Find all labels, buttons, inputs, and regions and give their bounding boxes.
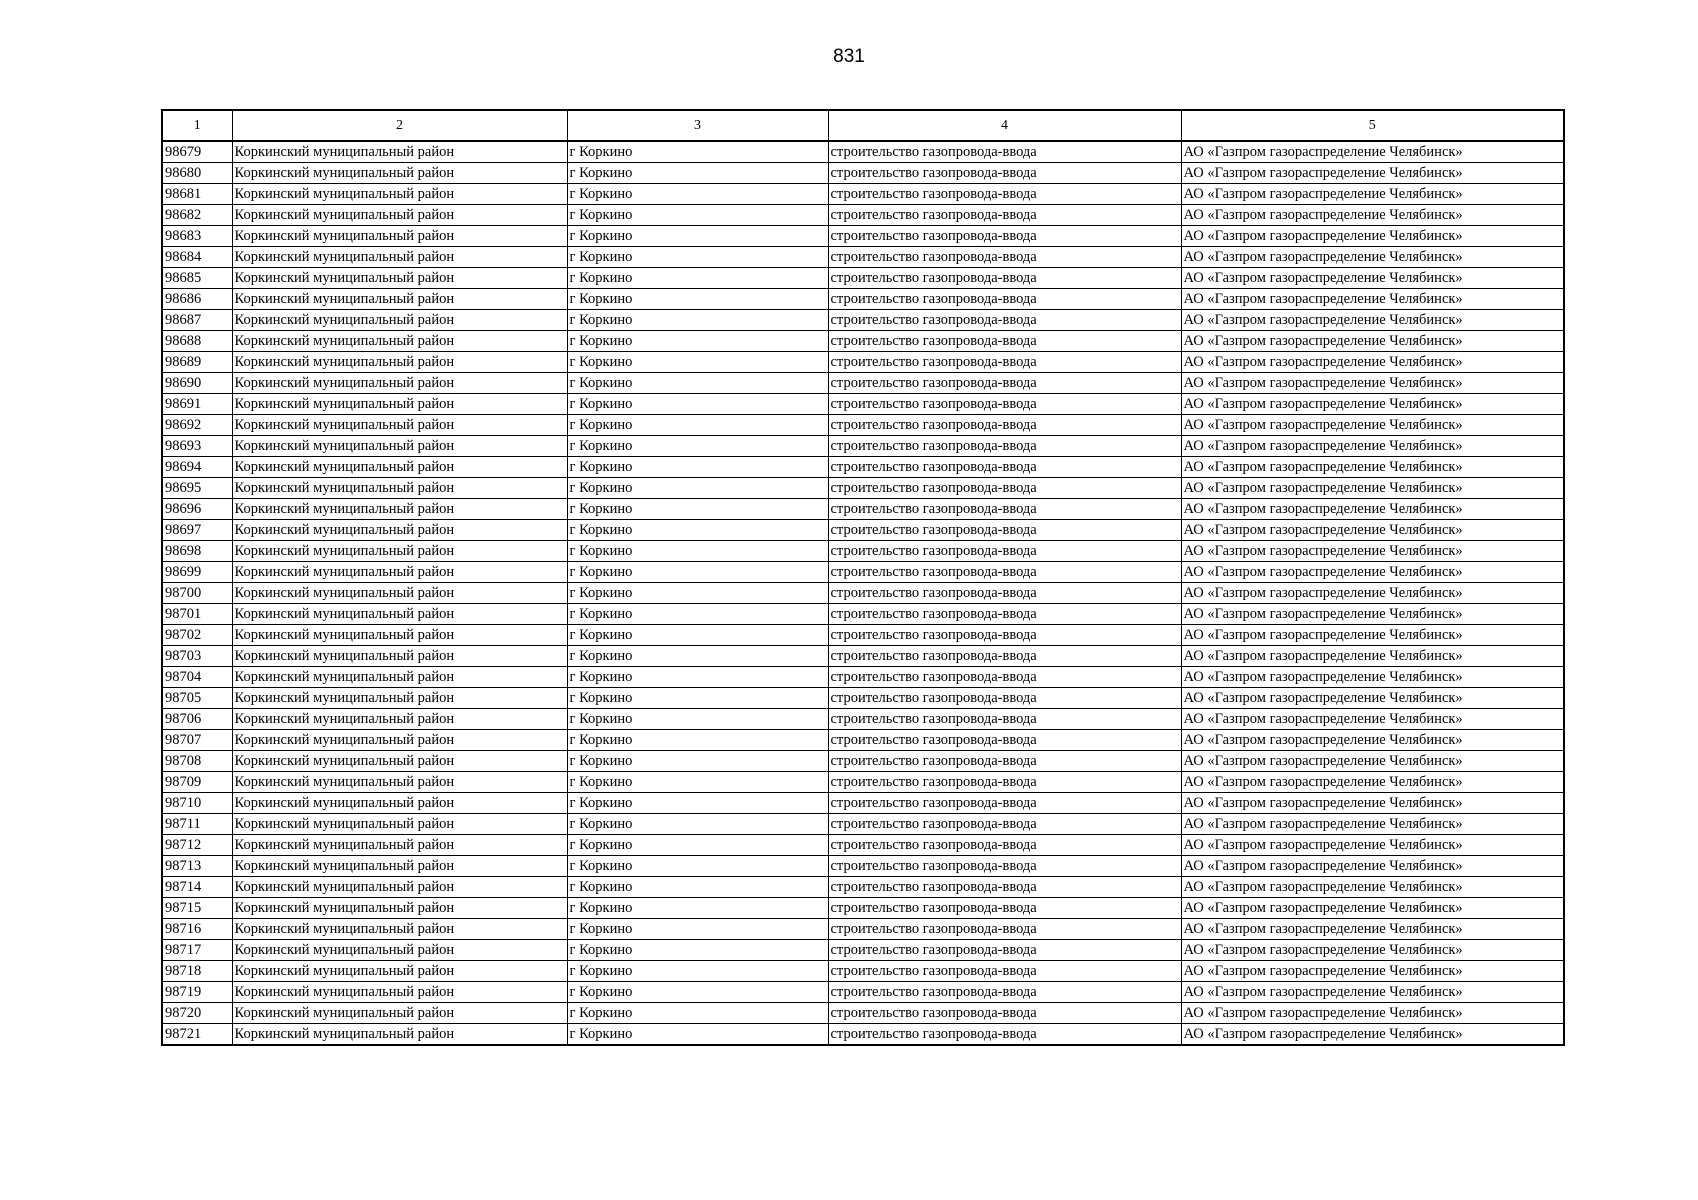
- work-type-cell: строительство газопровода-ввода: [828, 499, 1181, 520]
- organization-cell: АО «Газпром газораспределение Челябинск»: [1181, 835, 1564, 856]
- table-row: [162, 982, 1564, 1003]
- row-number-cell: 98700: [162, 583, 232, 604]
- work-type-cell: строительство газопровода-ввода: [828, 583, 1181, 604]
- organization-cell: АО «Газпром газораспределение Челябинск»: [1181, 141, 1564, 163]
- district-cell: Коркинский муниципальный район: [232, 457, 567, 478]
- table-row: [162, 562, 1564, 583]
- district-cell: Коркинский муниципальный район: [232, 394, 567, 415]
- table-row: [162, 877, 1564, 898]
- row-number-cell: 98718: [162, 961, 232, 982]
- row-number-cell: 98702: [162, 625, 232, 646]
- organization-cell: АО «Газпром газораспределение Челябинск»: [1181, 730, 1564, 751]
- table-row: [162, 352, 1564, 373]
- row-number-cell: 98679: [162, 141, 232, 163]
- organization-cell: АО «Газпром газораспределение Челябинск»: [1181, 205, 1564, 226]
- work-type-cell: строительство газопровода-ввода: [828, 856, 1181, 877]
- page-number: 831: [833, 46, 865, 67]
- row-number-cell: 98712: [162, 835, 232, 856]
- organization-cell: АО «Газпром газораспределение Челябинск»: [1181, 373, 1564, 394]
- district-cell: Коркинский муниципальный район: [232, 1024, 567, 1046]
- row-number-cell: 98691: [162, 394, 232, 415]
- locality-cell: г Коркино: [567, 415, 828, 436]
- organization-cell: АО «Газпром газораспределение Челябинск»: [1181, 226, 1564, 247]
- column-header-4: 4: [828, 110, 1181, 141]
- table-row: [162, 478, 1564, 499]
- row-number-cell: 98701: [162, 604, 232, 625]
- organization-cell: АО «Газпром газораспределение Челябинск»: [1181, 709, 1564, 730]
- row-number-cell: 98705: [162, 688, 232, 709]
- locality-cell: г Коркино: [567, 331, 828, 352]
- table-header: [162, 110, 1564, 141]
- district-cell: Коркинский муниципальный район: [232, 205, 567, 226]
- locality-cell: г Коркино: [567, 709, 828, 730]
- organization-cell: АО «Газпром газораспределение Челябинск»: [1181, 520, 1564, 541]
- work-type-cell: строительство газопровода-ввода: [828, 310, 1181, 331]
- row-number-cell: 98719: [162, 982, 232, 1003]
- locality-cell: г Коркино: [567, 793, 828, 814]
- organization-cell: АО «Газпром газораспределение Челябинск»: [1181, 625, 1564, 646]
- locality-cell: г Коркино: [567, 814, 828, 835]
- row-number-cell: 98696: [162, 499, 232, 520]
- organization-cell: АО «Газпром газораспределение Челябинск»: [1181, 394, 1564, 415]
- row-number-cell: 98686: [162, 289, 232, 310]
- district-cell: Коркинский муниципальный район: [232, 268, 567, 289]
- district-cell: Коркинский муниципальный район: [232, 541, 567, 562]
- district-cell: Коркинский муниципальный район: [232, 730, 567, 751]
- row-number-cell: 98714: [162, 877, 232, 898]
- work-type-cell: строительство газопровода-ввода: [828, 562, 1181, 583]
- locality-cell: г Коркино: [567, 982, 828, 1003]
- work-type-cell: строительство газопровода-ввода: [828, 457, 1181, 478]
- row-number-cell: 98690: [162, 373, 232, 394]
- district-cell: Коркинский муниципальный район: [232, 562, 567, 583]
- district-cell: Коркинский муниципальный район: [232, 520, 567, 541]
- district-cell: Коркинский муниципальный район: [232, 1003, 567, 1024]
- district-cell: Коркинский муниципальный район: [232, 226, 567, 247]
- district-cell: Коркинский муниципальный район: [232, 373, 567, 394]
- row-number-cell: 98697: [162, 520, 232, 541]
- column-header-3: 3: [567, 110, 828, 141]
- table-row: [162, 436, 1564, 457]
- work-type-cell: строительство газопровода-ввода: [828, 226, 1181, 247]
- row-number-cell: 98713: [162, 856, 232, 877]
- row-number-cell: 98698: [162, 541, 232, 562]
- district-cell: Коркинский муниципальный район: [232, 919, 567, 940]
- work-type-cell: строительство газопровода-ввода: [828, 730, 1181, 751]
- district-cell: Коркинский муниципальный район: [232, 436, 567, 457]
- table-row: [162, 667, 1564, 688]
- table-row: [162, 961, 1564, 982]
- locality-cell: г Коркино: [567, 457, 828, 478]
- locality-cell: г Коркино: [567, 751, 828, 772]
- row-number-cell: 98693: [162, 436, 232, 457]
- organization-cell: АО «Газпром газораспределение Челябинск»: [1181, 436, 1564, 457]
- work-type-cell: строительство газопровода-ввода: [828, 1003, 1181, 1024]
- table-row: [162, 814, 1564, 835]
- table-row: [162, 226, 1564, 247]
- locality-cell: г Коркино: [567, 898, 828, 919]
- data-table: [161, 109, 1565, 1046]
- row-number-cell: 98709: [162, 772, 232, 793]
- row-number-cell: 98721: [162, 1024, 232, 1046]
- district-cell: Коркинский муниципальный район: [232, 877, 567, 898]
- district-cell: Коркинский муниципальный район: [232, 310, 567, 331]
- work-type-cell: строительство газопровода-ввода: [828, 141, 1181, 163]
- work-type-cell: строительство газопровода-ввода: [828, 373, 1181, 394]
- work-type-cell: строительство газопровода-ввода: [828, 436, 1181, 457]
- locality-cell: г Коркино: [567, 226, 828, 247]
- locality-cell: г Коркино: [567, 141, 828, 163]
- organization-cell: АО «Газпром газораспределение Челябинск»: [1181, 1003, 1564, 1024]
- row-number-cell: 98683: [162, 226, 232, 247]
- organization-cell: АО «Газпром газораспределение Челябинск»: [1181, 541, 1564, 562]
- table-row: [162, 1003, 1564, 1024]
- row-number-cell: 98720: [162, 1003, 232, 1024]
- work-type-cell: строительство газопровода-ввода: [828, 751, 1181, 772]
- district-cell: Коркинский муниципальный район: [232, 709, 567, 730]
- district-cell: Коркинский муниципальный район: [232, 646, 567, 667]
- locality-cell: г Коркино: [567, 646, 828, 667]
- table-row: [162, 520, 1564, 541]
- table-row: [162, 856, 1564, 877]
- work-type-cell: строительство газопровода-ввода: [828, 877, 1181, 898]
- district-cell: Коркинский муниципальный район: [232, 835, 567, 856]
- organization-cell: АО «Газпром газораспределение Челябинск»: [1181, 667, 1564, 688]
- organization-cell: АО «Газпром газораспределение Челябинск»: [1181, 478, 1564, 499]
- table-row: [162, 541, 1564, 562]
- organization-cell: АО «Газпром газораспределение Челябинск»: [1181, 961, 1564, 982]
- district-cell: Коркинский муниципальный район: [232, 751, 567, 772]
- work-type-cell: строительство газопровода-ввода: [828, 898, 1181, 919]
- table-row: [162, 709, 1564, 730]
- table-row: [162, 310, 1564, 331]
- work-type-cell: строительство газопровода-ввода: [828, 793, 1181, 814]
- district-cell: Коркинский муниципальный район: [232, 898, 567, 919]
- district-cell: Коркинский муниципальный район: [232, 247, 567, 268]
- locality-cell: г Коркино: [567, 268, 828, 289]
- work-type-cell: строительство газопровода-ввода: [828, 163, 1181, 184]
- organization-cell: АО «Газпром газораспределение Челябинск»: [1181, 898, 1564, 919]
- table-row: [162, 141, 1564, 163]
- table-row: [162, 772, 1564, 793]
- district-cell: Коркинский муниципальный район: [232, 961, 567, 982]
- row-number-cell: 98716: [162, 919, 232, 940]
- locality-cell: г Коркино: [567, 373, 828, 394]
- row-number-cell: 98703: [162, 646, 232, 667]
- table-row: [162, 268, 1564, 289]
- organization-cell: АО «Газпром газораспределение Челябинск»: [1181, 856, 1564, 877]
- district-cell: Коркинский муниципальный район: [232, 499, 567, 520]
- organization-cell: АО «Газпром газораспределение Челябинск»: [1181, 793, 1564, 814]
- row-number-cell: 98699: [162, 562, 232, 583]
- district-cell: Коркинский муниципальный район: [232, 141, 567, 163]
- work-type-cell: строительство газопровода-ввода: [828, 688, 1181, 709]
- table-row: [162, 646, 1564, 667]
- work-type-cell: строительство газопровода-ввода: [828, 982, 1181, 1003]
- work-type-cell: строительство газопровода-ввода: [828, 394, 1181, 415]
- work-type-cell: строительство газопровода-ввода: [828, 709, 1181, 730]
- work-type-cell: строительство газопровода-ввода: [828, 331, 1181, 352]
- organization-cell: АО «Газпром газораспределение Челябинск»: [1181, 247, 1564, 268]
- organization-cell: АО «Газпром газораспределение Челябинск»: [1181, 310, 1564, 331]
- work-type-cell: строительство газопровода-ввода: [828, 415, 1181, 436]
- locality-cell: г Коркино: [567, 520, 828, 541]
- table-row: [162, 898, 1564, 919]
- work-type-cell: строительство газопровода-ввода: [828, 352, 1181, 373]
- district-cell: Коркинский муниципальный район: [232, 940, 567, 961]
- work-type-cell: строительство газопровода-ввода: [828, 667, 1181, 688]
- work-type-cell: строительство газопровода-ввода: [828, 478, 1181, 499]
- row-number-cell: 98695: [162, 478, 232, 499]
- table-row: [162, 289, 1564, 310]
- work-type-cell: строительство газопровода-ввода: [828, 247, 1181, 268]
- organization-cell: АО «Газпром газораспределение Челябинск»: [1181, 583, 1564, 604]
- organization-cell: АО «Газпром газораспределение Челябинск»: [1181, 163, 1564, 184]
- locality-cell: г Коркино: [567, 940, 828, 961]
- locality-cell: г Коркино: [567, 541, 828, 562]
- table-body: [162, 141, 1564, 1045]
- table-row: [162, 919, 1564, 940]
- table-row: [162, 247, 1564, 268]
- table-row: [162, 457, 1564, 478]
- organization-cell: АО «Газпром газораспределение Челябинск»: [1181, 877, 1564, 898]
- row-number-cell: 98717: [162, 940, 232, 961]
- locality-cell: г Коркино: [567, 310, 828, 331]
- work-type-cell: строительство газопровода-ввода: [828, 184, 1181, 205]
- table-row: [162, 184, 1564, 205]
- district-cell: Коркинский муниципальный район: [232, 688, 567, 709]
- row-number-cell: 98711: [162, 814, 232, 835]
- table-row: [162, 940, 1564, 961]
- table-row: [162, 835, 1564, 856]
- district-cell: Коркинский муниципальный район: [232, 331, 567, 352]
- locality-cell: г Коркино: [567, 667, 828, 688]
- table-row: [162, 394, 1564, 415]
- table-row: [162, 730, 1564, 751]
- row-number-cell: 98681: [162, 184, 232, 205]
- organization-cell: АО «Газпром газораспределение Челябинск»: [1181, 772, 1564, 793]
- locality-cell: г Коркино: [567, 205, 828, 226]
- row-number-cell: 98715: [162, 898, 232, 919]
- locality-cell: г Коркино: [567, 247, 828, 268]
- district-cell: Коркинский муниципальный район: [232, 856, 567, 877]
- work-type-cell: строительство газопровода-ввода: [828, 520, 1181, 541]
- organization-cell: АО «Газпром газораспределение Челябинск»: [1181, 331, 1564, 352]
- locality-cell: г Коркино: [567, 436, 828, 457]
- district-cell: Коркинский муниципальный район: [232, 667, 567, 688]
- organization-cell: АО «Газпром газораспределение Челябинск»: [1181, 268, 1564, 289]
- organization-cell: АО «Газпром газораспределение Челябинск»: [1181, 751, 1564, 772]
- district-cell: Коркинский муниципальный район: [232, 625, 567, 646]
- table-row: [162, 583, 1564, 604]
- row-number-cell: 98685: [162, 268, 232, 289]
- work-type-cell: строительство газопровода-ввода: [828, 646, 1181, 667]
- locality-cell: г Коркино: [567, 394, 828, 415]
- locality-cell: г Коркино: [567, 961, 828, 982]
- organization-cell: АО «Газпром газораспределение Челябинск»: [1181, 457, 1564, 478]
- locality-cell: г Коркино: [567, 877, 828, 898]
- locality-cell: г Коркино: [567, 772, 828, 793]
- work-type-cell: строительство газопровода-ввода: [828, 625, 1181, 646]
- locality-cell: г Коркино: [567, 919, 828, 940]
- table-row: [162, 625, 1564, 646]
- column-header-5: 5: [1181, 110, 1564, 141]
- organization-cell: АО «Газпром газораспределение Челябинск»: [1181, 688, 1564, 709]
- district-cell: Коркинский муниципальный район: [232, 793, 567, 814]
- organization-cell: АО «Газпром газораспределение Челябинск»: [1181, 499, 1564, 520]
- organization-cell: АО «Газпром газораспределение Челябинск»: [1181, 1024, 1564, 1046]
- organization-cell: АО «Газпром газораспределение Челябинск»: [1181, 646, 1564, 667]
- row-number-cell: 98694: [162, 457, 232, 478]
- row-number-cell: 98680: [162, 163, 232, 184]
- locality-cell: г Коркино: [567, 730, 828, 751]
- row-number-cell: 98706: [162, 709, 232, 730]
- district-cell: Коркинский муниципальный район: [232, 352, 567, 373]
- table-row: [162, 415, 1564, 436]
- work-type-cell: строительство газопровода-ввода: [828, 268, 1181, 289]
- locality-cell: г Коркино: [567, 583, 828, 604]
- table-row: [162, 604, 1564, 625]
- locality-cell: г Коркино: [567, 352, 828, 373]
- district-cell: Коркинский муниципальный район: [232, 415, 567, 436]
- organization-cell: АО «Газпром газораспределение Челябинск»: [1181, 184, 1564, 205]
- locality-cell: г Коркино: [567, 562, 828, 583]
- locality-cell: г Коркино: [567, 1003, 828, 1024]
- work-type-cell: строительство газопровода-ввода: [828, 940, 1181, 961]
- row-number-cell: 98708: [162, 751, 232, 772]
- locality-cell: г Коркино: [567, 478, 828, 499]
- table-row: [162, 331, 1564, 352]
- row-number-cell: 98707: [162, 730, 232, 751]
- row-number-cell: 98688: [162, 331, 232, 352]
- district-cell: Коркинский муниципальный район: [232, 604, 567, 625]
- table-row: [162, 205, 1564, 226]
- work-type-cell: строительство газопровода-ввода: [828, 772, 1181, 793]
- locality-cell: г Коркино: [567, 1024, 828, 1046]
- work-type-cell: строительство газопровода-ввода: [828, 835, 1181, 856]
- table-row: [162, 499, 1564, 520]
- locality-cell: г Коркино: [567, 184, 828, 205]
- column-header-1: 1: [162, 110, 232, 141]
- district-cell: Коркинский муниципальный район: [232, 184, 567, 205]
- work-type-cell: строительство газопровода-ввода: [828, 919, 1181, 940]
- organization-cell: АО «Газпром газораспределение Челябинск»: [1181, 415, 1564, 436]
- organization-cell: АО «Газпром газораспределение Челябинск»: [1181, 982, 1564, 1003]
- locality-cell: г Коркино: [567, 289, 828, 310]
- row-number-cell: 98684: [162, 247, 232, 268]
- row-number-cell: 98692: [162, 415, 232, 436]
- column-header-2: 2: [232, 110, 567, 141]
- row-number-cell: 98710: [162, 793, 232, 814]
- table-row: [162, 751, 1564, 772]
- organization-cell: АО «Газпром газораспределение Челябинск»: [1181, 562, 1564, 583]
- row-number-cell: 98704: [162, 667, 232, 688]
- district-cell: Коркинский муниципальный район: [232, 583, 567, 604]
- table-row: [162, 163, 1564, 184]
- row-number-cell: 98689: [162, 352, 232, 373]
- row-number-cell: 98682: [162, 205, 232, 226]
- table-row: [162, 793, 1564, 814]
- organization-cell: АО «Газпром газораспределение Челябинск»: [1181, 940, 1564, 961]
- locality-cell: г Коркино: [567, 604, 828, 625]
- district-cell: Коркинский муниципальный район: [232, 814, 567, 835]
- district-cell: Коркинский муниципальный район: [232, 163, 567, 184]
- locality-cell: г Коркино: [567, 499, 828, 520]
- header-row: [162, 110, 1564, 141]
- work-type-cell: строительство газопровода-ввода: [828, 604, 1181, 625]
- district-cell: Коркинский муниципальный район: [232, 289, 567, 310]
- work-type-cell: строительство газопровода-ввода: [828, 814, 1181, 835]
- organization-cell: АО «Газпром газораспределение Челябинск»: [1181, 352, 1564, 373]
- locality-cell: г Коркино: [567, 856, 828, 877]
- work-type-cell: строительство газопровода-ввода: [828, 289, 1181, 310]
- work-type-cell: строительство газопровода-ввода: [828, 961, 1181, 982]
- locality-cell: г Коркино: [567, 688, 828, 709]
- organization-cell: АО «Газпром газораспределение Челябинск»: [1181, 604, 1564, 625]
- table-row: [162, 688, 1564, 709]
- table-row: [162, 1024, 1564, 1046]
- locality-cell: г Коркино: [567, 625, 828, 646]
- district-cell: Коркинский муниципальный район: [232, 478, 567, 499]
- row-number-cell: 98687: [162, 310, 232, 331]
- work-type-cell: строительство газопровода-ввода: [828, 205, 1181, 226]
- organization-cell: АО «Газпром газораспределение Челябинск»: [1181, 814, 1564, 835]
- table-row: [162, 373, 1564, 394]
- organization-cell: АО «Газпром газораспределение Челябинск»: [1181, 289, 1564, 310]
- organization-cell: АО «Газпром газораспределение Челябинск»: [1181, 919, 1564, 940]
- district-cell: Коркинский муниципальный район: [232, 982, 567, 1003]
- work-type-cell: строительство газопровода-ввода: [828, 1024, 1181, 1046]
- locality-cell: г Коркино: [567, 163, 828, 184]
- work-type-cell: строительство газопровода-ввода: [828, 541, 1181, 562]
- locality-cell: г Коркино: [567, 835, 828, 856]
- district-cell: Коркинский муниципальный район: [232, 772, 567, 793]
